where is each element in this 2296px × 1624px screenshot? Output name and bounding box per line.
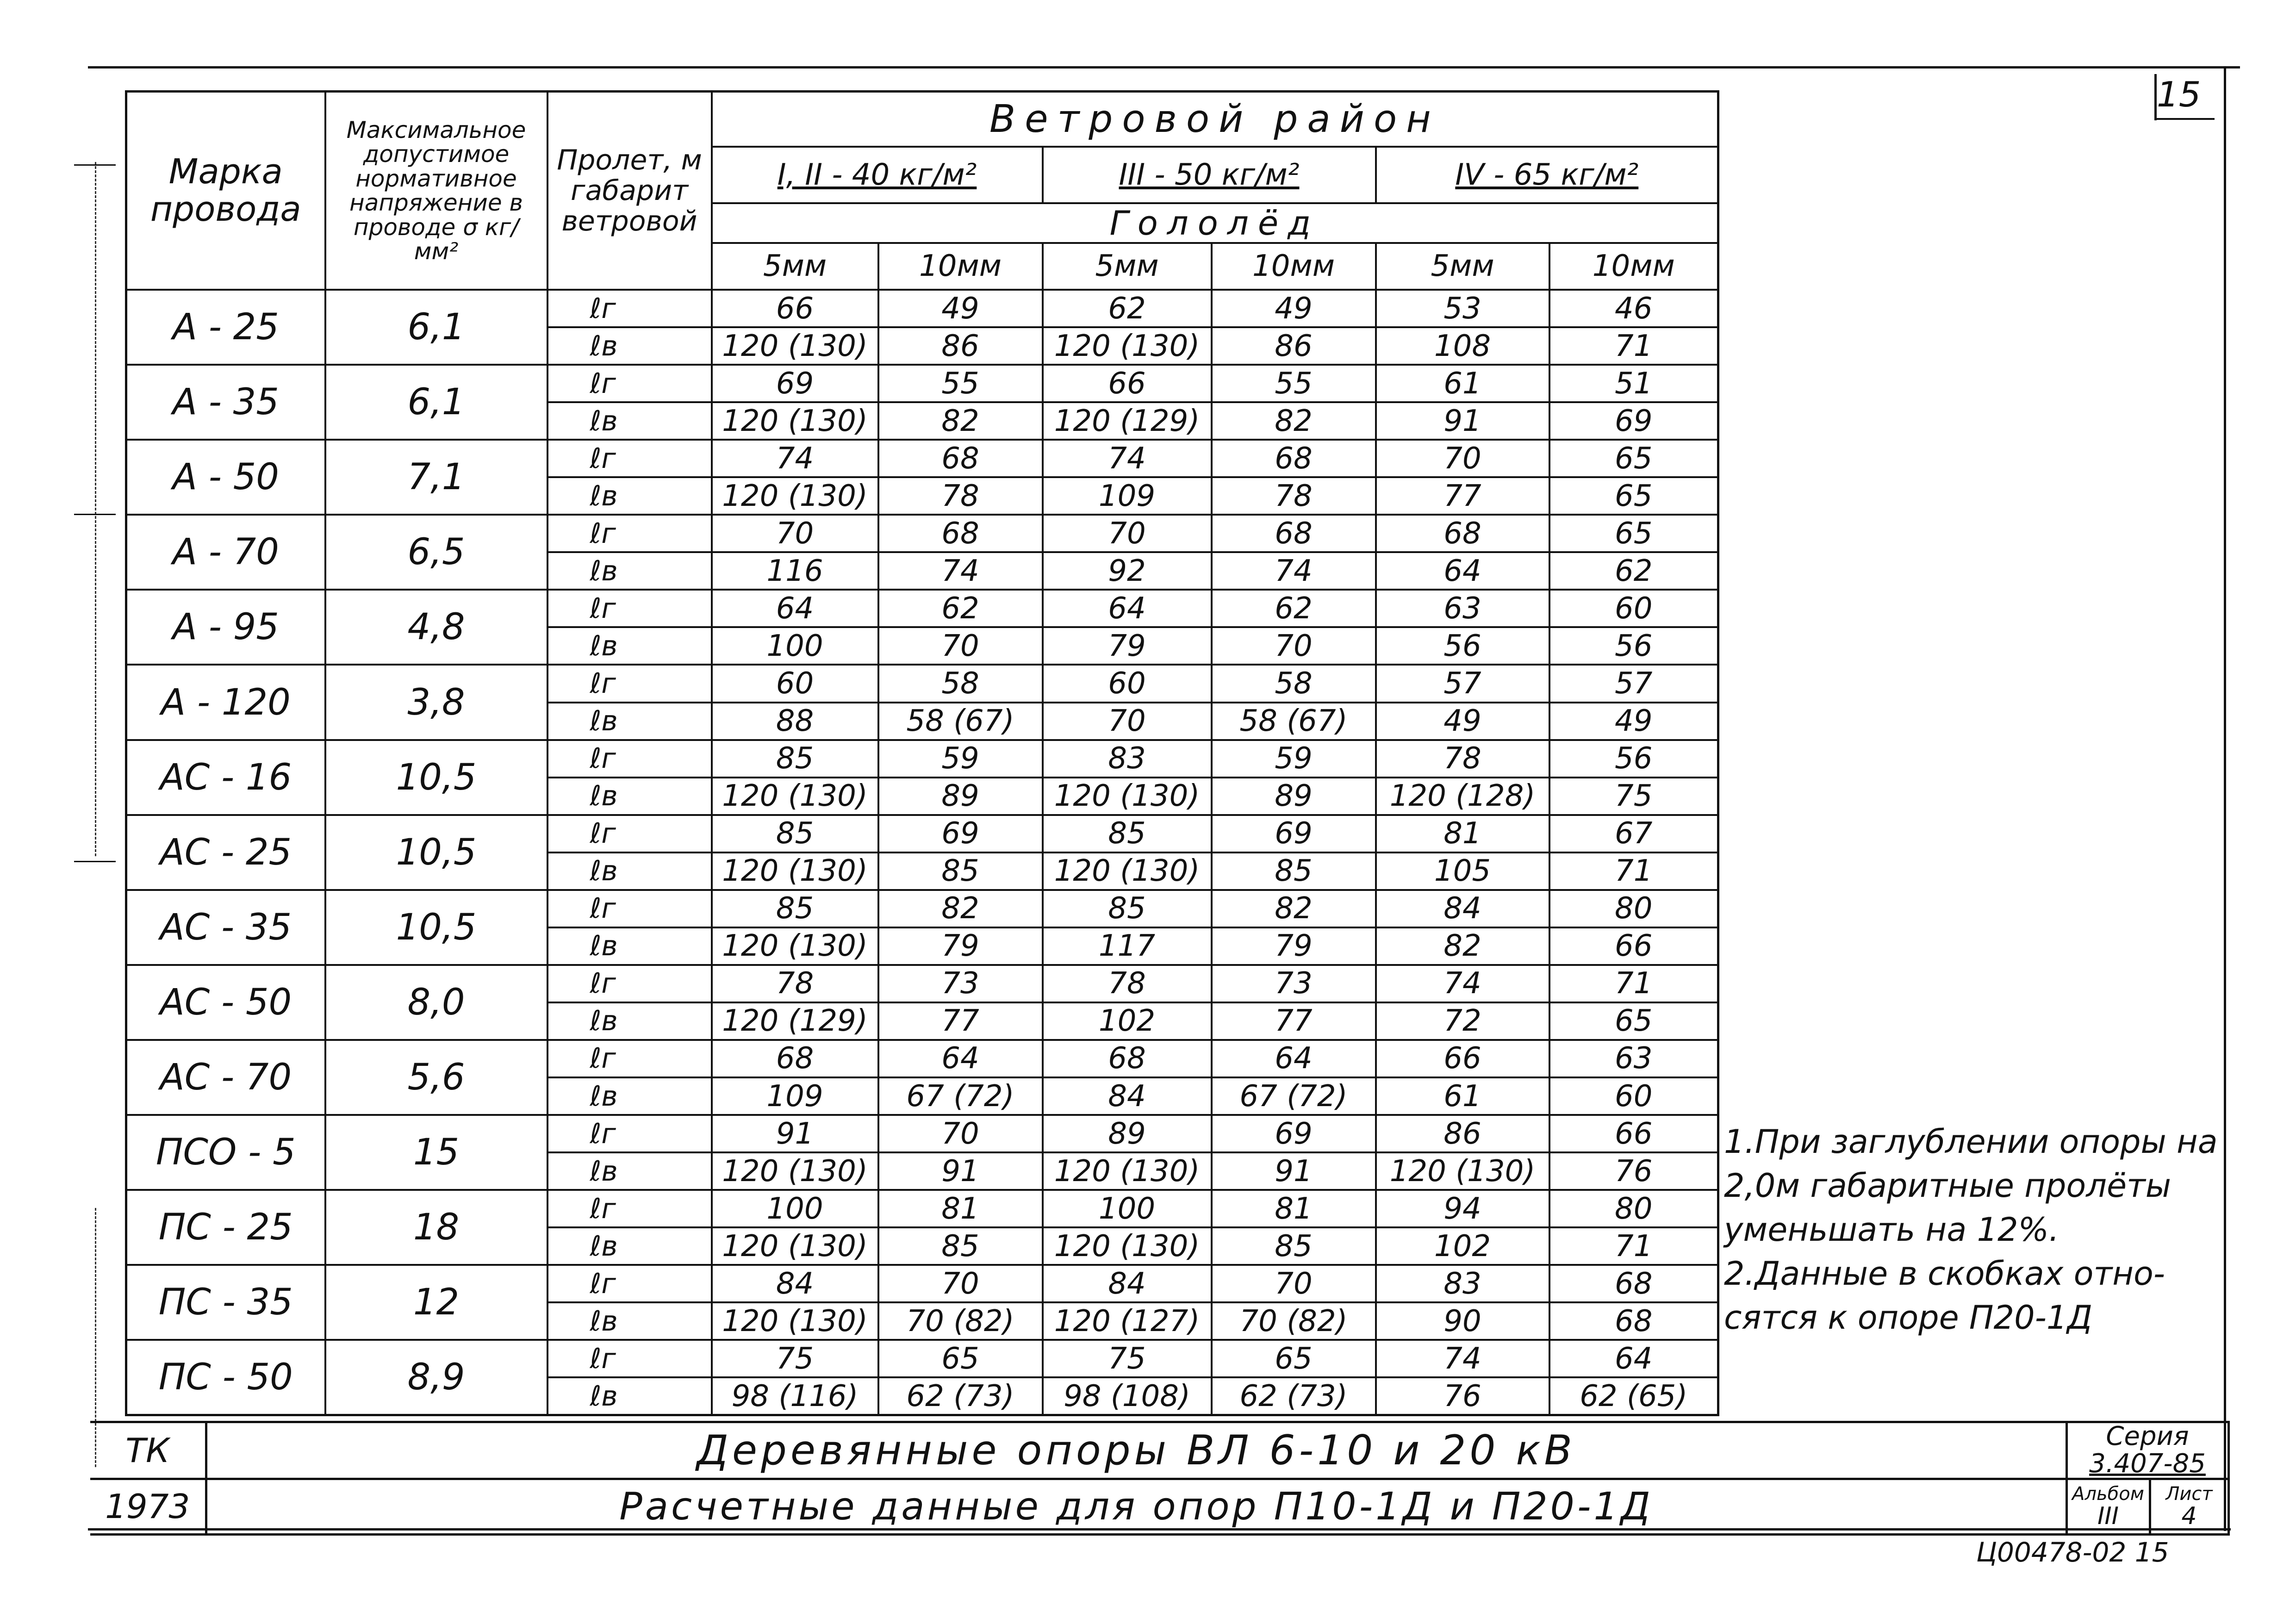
span-value-cell: 63: [1376, 590, 1549, 627]
span-label-lg: ℓг: [548, 365, 712, 402]
wire-brand: АС - 50: [126, 965, 325, 1040]
span-value-cell: 65: [1549, 515, 1718, 552]
span-value-cell: 58: [1212, 665, 1376, 702]
table-row: [126, 365, 1718, 402]
stamp-org: ТК: [90, 1422, 206, 1479]
span-label-lv: ℓв: [548, 402, 712, 440]
stamp-album-label: Альбом: [2072, 1483, 2144, 1505]
span-value-cell: 120 (127): [1043, 1302, 1212, 1340]
span-value-cell: 120 (130): [712, 1152, 878, 1190]
span-value-cell: 46: [1549, 290, 1718, 327]
span-value-cell: 64: [1549, 1340, 1718, 1377]
left-binding-mark: [95, 162, 98, 856]
span-value-cell: 82: [878, 890, 1043, 927]
span-value-cell: 53: [1376, 290, 1549, 327]
max-stress-value: 6,1: [325, 365, 548, 440]
table-row: [126, 965, 1718, 1002]
span-value-cell: 78: [1212, 477, 1376, 515]
max-stress-value: 10,5: [325, 890, 548, 965]
wire-brand: А - 35: [126, 365, 325, 440]
stamp-series-value: 3.407-85: [2089, 1448, 2206, 1479]
span-label-lv: ℓв: [548, 1002, 712, 1040]
wire-brand: А - 70: [126, 515, 325, 590]
span-label-lv: ℓв: [548, 552, 712, 590]
span-value-cell: 60: [712, 665, 878, 702]
span-value-cell: 72: [1376, 1002, 1549, 1040]
span-value-cell: 63: [1549, 1040, 1718, 1077]
span-value-cell: 86: [1212, 327, 1376, 365]
wire-brand: А - 25: [126, 290, 325, 365]
span-value-cell: 85: [1212, 1227, 1376, 1265]
span-value-cell: 62: [1043, 290, 1212, 327]
span-value-cell: 74: [1212, 552, 1376, 590]
span-label-lv: ℓв: [548, 1077, 712, 1115]
table-row: [126, 590, 1718, 627]
span-value-cell: 85: [1043, 890, 1212, 927]
span-value-cell: 83: [1376, 1265, 1549, 1302]
span-label-lv: ℓв: [548, 327, 712, 365]
stamp-subtitle: Расчетные данные для опор П10-1Д и П20-1Д: [206, 1479, 2066, 1534]
left-tick: [74, 514, 116, 515]
span-value-cell: 91: [878, 1152, 1043, 1190]
span-value-cell: 55: [878, 365, 1043, 402]
span-value-cell: 120 (129): [712, 1002, 878, 1040]
span-value-cell: 81: [878, 1190, 1043, 1227]
span-value-cell: 69: [1212, 815, 1376, 852]
span-value-cell: 116: [712, 552, 878, 590]
span-value-cell: 89: [1212, 778, 1376, 815]
span-value-cell: 85: [1043, 815, 1212, 852]
span-value-cell: 66: [1549, 927, 1718, 965]
header-ice-thickness: 5мм: [1043, 243, 1212, 290]
table-row: [126, 890, 1718, 927]
span-value-cell: 61: [1376, 365, 1549, 402]
span-value-cell: 70 (82): [1212, 1302, 1376, 1340]
span-label-lg: ℓг: [548, 665, 712, 702]
title-block: [90, 1421, 2230, 1536]
span-value-cell: 77: [1376, 477, 1549, 515]
span-value-cell: 75: [712, 1340, 878, 1377]
span-value-cell: 100: [1043, 1190, 1212, 1227]
span-value-cell: 68: [1376, 515, 1549, 552]
span-value-cell: 98 (108): [1043, 1377, 1212, 1415]
span-value-cell: 78: [1376, 740, 1549, 778]
span-value-cell: 98 (116): [712, 1377, 878, 1415]
span-value-cell: 79: [1212, 927, 1376, 965]
span-value-cell: 74: [712, 440, 878, 477]
span-value-cell: 120 (130): [712, 1227, 878, 1265]
header-ice-thickness: 5мм: [712, 243, 878, 290]
wire-brand: АС - 70: [126, 1040, 325, 1115]
span-value-cell: 62: [878, 590, 1043, 627]
span-value-cell: 120 (128): [1376, 778, 1549, 815]
span-value-cell: 73: [878, 965, 1043, 1002]
span-label-lv: ℓв: [548, 927, 712, 965]
header-span: Пролет, м габарит ветровой: [548, 92, 712, 290]
span-label-lv: ℓв: [548, 1152, 712, 1190]
span-value-cell: 120 (130): [712, 927, 878, 965]
span-label-lg: ℓг: [548, 965, 712, 1002]
max-stress-value: 10,5: [325, 740, 548, 815]
span-value-cell: 67 (72): [878, 1077, 1043, 1115]
span-value-cell: 79: [1043, 627, 1212, 665]
span-label-lv: ℓв: [548, 852, 712, 890]
span-value-cell: 84: [712, 1265, 878, 1302]
span-value-cell: 68: [712, 1040, 878, 1077]
span-value-cell: 85: [878, 852, 1043, 890]
header-ice-thickness: 10мм: [1212, 243, 1376, 290]
span-label-lv: ℓв: [548, 627, 712, 665]
span-value-cell: 120 (130): [712, 852, 878, 890]
span-value-cell: 60: [1043, 665, 1212, 702]
span-value-cell: 81: [1376, 815, 1549, 852]
span-value-cell: 94: [1376, 1190, 1549, 1227]
document-number: Ц00478-02 15: [1976, 1537, 2169, 1568]
span-value-cell: 120 (129): [1043, 402, 1212, 440]
span-label-lv: ℓв: [548, 1227, 712, 1265]
span-value-cell: 65: [1549, 440, 1718, 477]
span-label-lv: ℓв: [548, 703, 712, 740]
span-value-cell: 91: [1212, 1152, 1376, 1190]
span-value-cell: 62: [1212, 590, 1376, 627]
span-value-cell: 66: [1043, 365, 1212, 402]
span-value-cell: 62 (73): [878, 1377, 1043, 1415]
span-value-cell: 75: [1043, 1340, 1212, 1377]
table-row: [126, 290, 1718, 327]
span-value-cell: 57: [1549, 665, 1718, 702]
span-value-cell: 117: [1043, 927, 1212, 965]
span-value-cell: 70: [878, 1115, 1043, 1152]
stamp-year: 1973: [90, 1479, 206, 1534]
span-value-cell: 76: [1376, 1377, 1549, 1415]
span-value-cell: 120 (130): [712, 1302, 878, 1340]
note-line: 1.При заглублении опоры на: [1724, 1123, 2218, 1161]
stamp-series: [2066, 1422, 2228, 1479]
top-frame-line: [88, 66, 2240, 68]
table-row: [126, 515, 1718, 552]
span-value-cell: 74: [1376, 965, 1549, 1002]
span-value-cell: 71: [1549, 965, 1718, 1002]
span-value-cell: 85: [712, 815, 878, 852]
span-value-cell: 120 (130): [712, 778, 878, 815]
span-value-cell: 74: [878, 552, 1043, 590]
span-value-cell: 61: [1376, 1077, 1549, 1115]
span-value-cell: 80: [1549, 890, 1718, 927]
span-value-cell: 69: [1212, 1115, 1376, 1152]
span-value-cell: 74: [1376, 1340, 1549, 1377]
stamp-sheet-label: Лист: [2165, 1483, 2213, 1505]
span-value-cell: 70: [878, 627, 1043, 665]
span-value-cell: 85: [878, 1227, 1043, 1265]
span-value-cell: 84: [1376, 890, 1549, 927]
span-value-cell: 89: [1043, 1115, 1212, 1152]
note-line: 2.Данные в скобках отно-: [1724, 1255, 2165, 1293]
wire-brand: ПСО - 5: [126, 1115, 325, 1190]
span-value-cell: 58: [878, 665, 1043, 702]
span-value-cell: 105: [1376, 852, 1549, 890]
span-value-cell: 88: [712, 703, 878, 740]
span-value-cell: 91: [1376, 402, 1549, 440]
span-value-cell: 82: [1376, 927, 1549, 965]
note-line: уменьшать на 12%.: [1724, 1211, 2060, 1249]
max-stress-value: 8,0: [325, 965, 548, 1040]
span-value-cell: 108: [1376, 327, 1549, 365]
span-value-cell: 85: [1212, 852, 1376, 890]
span-value-cell: 65: [1549, 1002, 1718, 1040]
span-label-lv: ℓв: [548, 1302, 712, 1340]
span-label-lg: ℓг: [548, 1340, 712, 1377]
span-value-cell: 62: [1549, 552, 1718, 590]
span-value-cell: 60: [1549, 590, 1718, 627]
span-label-lg: ℓг: [548, 890, 712, 927]
table-row: [126, 1115, 1718, 1152]
max-stress-value: 7,1: [325, 440, 548, 515]
span-value-cell: 70: [1043, 703, 1212, 740]
span-value-cell: 70 (82): [878, 1302, 1043, 1340]
span-label-lg: ℓг: [548, 815, 712, 852]
span-label-lg: ℓг: [548, 740, 712, 778]
span-value-cell: 62 (73): [1212, 1377, 1376, 1415]
span-value-cell: 85: [712, 740, 878, 778]
span-value-cell: 66: [1549, 1115, 1718, 1152]
span-value-cell: 81: [1212, 1190, 1376, 1227]
span-label-lg: ℓг: [548, 440, 712, 477]
header-wire-brand: Марка провода: [126, 92, 325, 290]
wire-brand: ПС - 35: [126, 1265, 325, 1340]
span-value-cell: 109: [712, 1077, 878, 1115]
span-value-cell: 65: [1212, 1340, 1376, 1377]
wire-brand: ПС - 50: [126, 1340, 325, 1415]
span-label-lv: ℓв: [548, 1377, 712, 1415]
span-value-cell: 71: [1549, 1227, 1718, 1265]
table-row: [126, 1040, 1718, 1077]
span-value-cell: 68: [1549, 1302, 1718, 1340]
max-stress-value: 12: [325, 1265, 548, 1340]
span-value-cell: 55: [1212, 365, 1376, 402]
span-value-cell: 79: [878, 927, 1043, 965]
span-value-cell: 78: [1043, 965, 1212, 1002]
span-value-cell: 120 (130): [712, 477, 878, 515]
span-value-cell: 120 (130): [1043, 1227, 1212, 1265]
stamp-sheet-value: 4: [2181, 1502, 2197, 1530]
span-label-lg: ℓг: [548, 290, 712, 327]
span-value-cell: 70: [1043, 515, 1212, 552]
span-value-cell: 69: [1549, 402, 1718, 440]
span-value-cell: 60: [1549, 1077, 1718, 1115]
span-value-cell: 58 (67): [1212, 703, 1376, 740]
span-value-cell: 69: [878, 815, 1043, 852]
header-max-stress: Максимальное допустимое нормативное напряжение в проводе σ кг/мм²: [325, 92, 548, 290]
span-value-cell: 100: [712, 627, 878, 665]
span-value-cell: 51: [1549, 365, 1718, 402]
span-value-cell: 59: [878, 740, 1043, 778]
wire-brand: А - 120: [126, 665, 325, 740]
span-value-cell: 68: [1043, 1040, 1212, 1077]
span-value-cell: 67: [1549, 815, 1718, 852]
span-value-cell: 56: [1549, 627, 1718, 665]
wire-brand: АС - 25: [126, 815, 325, 890]
span-value-cell: 77: [878, 1002, 1043, 1040]
max-stress-value: 6,5: [325, 515, 548, 590]
span-value-cell: 86: [878, 327, 1043, 365]
span-value-cell: 66: [1376, 1040, 1549, 1077]
span-value-cell: 90: [1376, 1302, 1549, 1340]
wire-brand: А - 50: [126, 440, 325, 515]
span-value-cell: 102: [1043, 1002, 1212, 1040]
header-ice-thickness: 10мм: [1549, 243, 1718, 290]
table-row: [126, 740, 1718, 778]
span-value-cell: 57: [1376, 665, 1549, 702]
header-wind-region: Ветровой район: [712, 92, 1718, 147]
page-number: 15: [2157, 74, 2201, 115]
span-label-lg: ℓг: [548, 1265, 712, 1302]
span-value-cell: 109: [1043, 477, 1212, 515]
span-value-cell: 65: [1549, 477, 1718, 515]
header-ice: Гололёд: [712, 203, 1718, 243]
span-value-cell: 75: [1549, 778, 1718, 815]
max-stress-value: 5,6: [325, 1040, 548, 1115]
span-value-cell: 68: [878, 515, 1043, 552]
header-ice-thickness: 10мм: [878, 243, 1043, 290]
stamp-sheet: [2150, 1479, 2228, 1534]
span-label-lg: ℓг: [548, 515, 712, 552]
wire-brand: АС - 35: [126, 890, 325, 965]
span-value-cell: 49: [878, 290, 1043, 327]
span-value-cell: 70: [712, 515, 878, 552]
span-value-cell: 83: [1043, 740, 1212, 778]
span-label-lg: ℓг: [548, 1190, 712, 1227]
span-value-cell: 84: [1043, 1077, 1212, 1115]
span-value-cell: 68: [878, 440, 1043, 477]
max-stress-value: 3,8: [325, 665, 548, 740]
span-value-cell: 84: [1043, 1265, 1212, 1302]
span-value-cell: 73: [1212, 965, 1376, 1002]
span-value-cell: 62 (65): [1549, 1377, 1718, 1415]
span-value-cell: 65: [878, 1340, 1043, 1377]
span-value-cell: 120 (130): [712, 402, 878, 440]
span-value-cell: 56: [1549, 740, 1718, 778]
span-value-cell: 120 (130): [1043, 1152, 1212, 1190]
span-value-cell: 120 (130): [1376, 1152, 1549, 1190]
span-value-cell: 49: [1376, 703, 1549, 740]
table-row: [126, 815, 1718, 852]
max-stress-value: 6,1: [325, 290, 548, 365]
max-stress-value: 18: [325, 1190, 548, 1265]
wire-brand: АС - 16: [126, 740, 325, 815]
table-row: [126, 1190, 1718, 1227]
left-tick: [74, 164, 116, 166]
table-row: [126, 1340, 1718, 1377]
span-label-lg: ℓг: [548, 1115, 712, 1152]
note-line: 2,0м габаритные пролёты: [1724, 1167, 2172, 1205]
span-value-cell: 78: [712, 965, 878, 1002]
span-value-cell: 91: [712, 1115, 878, 1152]
max-stress-value: 15: [325, 1115, 548, 1190]
span-value-cell: 120 (130): [1043, 852, 1212, 890]
header-ice-thickness: 5мм: [1376, 243, 1549, 290]
wire-brand: ПС - 25: [126, 1190, 325, 1265]
span-value-cell: 100: [712, 1190, 878, 1227]
left-tick: [74, 861, 116, 862]
span-value-cell: 78: [878, 477, 1043, 515]
span-label-lv: ℓв: [548, 778, 712, 815]
page-number-underline: [2154, 118, 2215, 120]
stamp-album: [2066, 1479, 2150, 1534]
notes-block: [1724, 1120, 2279, 1340]
span-value-cell: 76: [1549, 1152, 1718, 1190]
span-value-cell: 67 (72): [1212, 1077, 1376, 1115]
span-value-cell: 68: [1212, 515, 1376, 552]
span-value-cell: 71: [1549, 852, 1718, 890]
span-value-cell: 120 (130): [1043, 778, 1212, 815]
span-value-cell: 64: [878, 1040, 1043, 1077]
span-value-cell: 70: [1376, 440, 1549, 477]
span-label-lg: ℓг: [548, 590, 712, 627]
span-value-cell: 56: [1376, 627, 1549, 665]
span-value-cell: 66: [712, 290, 878, 327]
span-value-cell: 49: [1549, 703, 1718, 740]
span-value-cell: 70: [1212, 627, 1376, 665]
span-value-cell: 70: [1212, 1265, 1376, 1302]
stamp-album-value: III: [2097, 1502, 2119, 1530]
span-value-cell: 64: [1212, 1040, 1376, 1077]
span-value-cell: 58 (67): [878, 703, 1043, 740]
span-value-cell: 64: [1043, 590, 1212, 627]
max-stress-value: 10,5: [325, 815, 548, 890]
header-region-4: IV - 65 кг/м²: [1376, 147, 1718, 203]
span-value-cell: 64: [1376, 552, 1549, 590]
stamp-title: Деревянные опоры ВЛ 6-10 и 20 кВ: [206, 1422, 2066, 1479]
table-row: [126, 440, 1718, 477]
span-value-cell: 71: [1549, 327, 1718, 365]
span-value-cell: 49: [1212, 290, 1376, 327]
span-label-lv: ℓв: [548, 477, 712, 515]
span-value-cell: 59: [1212, 740, 1376, 778]
span-value-cell: 120 (130): [712, 327, 878, 365]
header-region-1: I, II - 40 кг/м²: [712, 147, 1043, 203]
span-value-cell: 92: [1043, 552, 1212, 590]
span-value-cell: 82: [878, 402, 1043, 440]
span-value-cell: 86: [1376, 1115, 1549, 1152]
header-region-3: III - 50 кг/м²: [1043, 147, 1376, 203]
max-stress-value: 8,9: [325, 1340, 548, 1415]
span-value-cell: 77: [1212, 1002, 1376, 1040]
span-value-cell: 85: [712, 890, 878, 927]
span-value-cell: 68: [1549, 1265, 1718, 1302]
max-stress-value: 4,8: [325, 590, 548, 665]
stamp-series-label: Серия: [2106, 1421, 2189, 1451]
span-value-cell: 102: [1376, 1227, 1549, 1265]
span-value-cell: 70: [878, 1265, 1043, 1302]
wire-brand: А - 95: [126, 590, 325, 665]
span-value-cell: 69: [712, 365, 878, 402]
span-value-cell: 80: [1549, 1190, 1718, 1227]
span-value-cell: 82: [1212, 890, 1376, 927]
span-value-cell: 68: [1212, 440, 1376, 477]
span-value-cell: 64: [712, 590, 878, 627]
span-value-cell: 74: [1043, 440, 1212, 477]
span-value-cell: 82: [1212, 402, 1376, 440]
table-row: [126, 1265, 1718, 1302]
span-value-cell: 120 (130): [1043, 327, 1212, 365]
table-row: [126, 665, 1718, 702]
span-value-cell: 89: [878, 778, 1043, 815]
note-line: сятся к опоре П20-1Д: [1724, 1299, 2093, 1337]
span-label-lg: ℓг: [548, 1040, 712, 1077]
calculation-table: [125, 90, 1719, 1416]
